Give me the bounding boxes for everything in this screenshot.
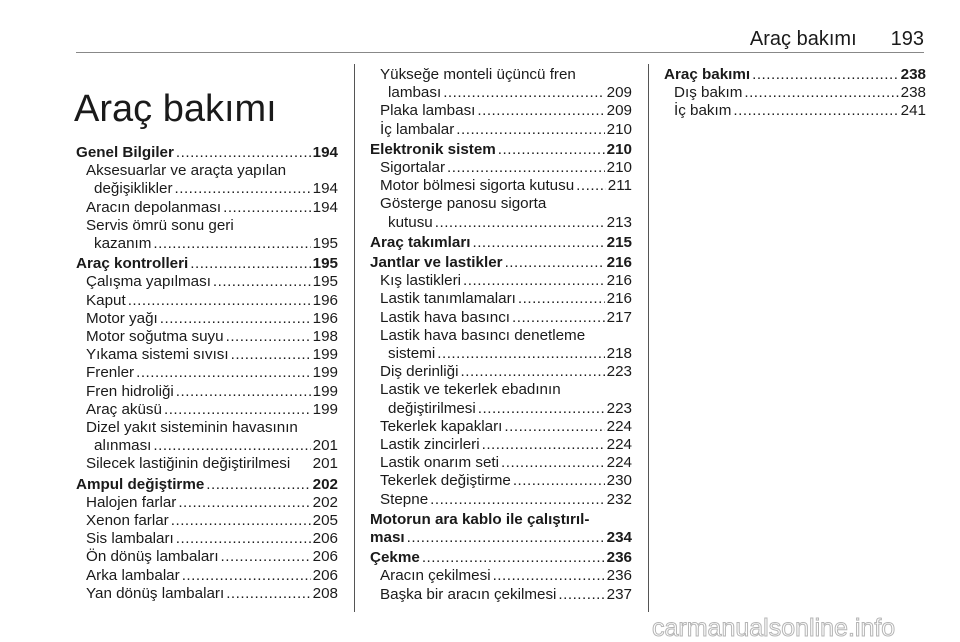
toc-entry-text: alınması	[94, 437, 152, 455]
toc-entry-text: Diş derinliği	[380, 363, 459, 381]
toc-entry-text: Çalışma yapılması	[86, 273, 211, 291]
dot-leader	[505, 254, 605, 272]
page-ref: 194	[312, 144, 338, 161]
dot-leader	[176, 144, 311, 162]
toc-section	[370, 66, 632, 139]
page-ref: 205	[312, 512, 338, 530]
dot-leader	[213, 273, 311, 291]
toc-entry[interactable]	[76, 401, 338, 419]
page-ref: 210	[606, 140, 632, 158]
dot-leader	[178, 494, 310, 512]
toc-entry-text: Kaput	[86, 291, 126, 309]
page-ref: 202	[312, 475, 338, 493]
page-ref: 196	[312, 291, 338, 309]
page-ref: 238	[900, 84, 926, 102]
page-ref: 232	[606, 490, 632, 508]
dot-leader	[477, 102, 604, 120]
page-title: Araç bakımı	[74, 88, 277, 131]
page-ref: 241	[900, 102, 926, 120]
page-ref: 224	[606, 436, 632, 454]
page-ref: 194	[312, 180, 338, 198]
section-heading-text: Motorun ara kablo ile çalıştırıl-	[370, 510, 590, 528]
toc-section	[370, 254, 632, 509]
dot-leader	[206, 476, 310, 494]
page-ref: 194	[312, 198, 338, 216]
page-ref: 195	[312, 273, 338, 291]
toc-entry-text: Başka bir aracın çekilmesi	[380, 585, 557, 603]
section-heading[interactable]	[370, 254, 632, 272]
toc-entry[interactable]	[76, 346, 338, 364]
running-header-title: Araç bakımı	[749, 28, 857, 50]
dot-leader	[493, 567, 605, 585]
toc-entry[interactable]	[76, 199, 338, 217]
page-ref: 211	[607, 177, 632, 195]
toc-entry[interactable]	[370, 121, 632, 139]
toc-entry[interactable]	[76, 310, 338, 328]
toc-entry[interactable]	[664, 84, 926, 102]
section-heading-text: Jantlar ve lastikler	[370, 254, 503, 272]
toc-entry[interactable]	[370, 567, 632, 585]
toc-entry-text: değişiklikler	[94, 180, 173, 198]
page-ref: 230	[606, 472, 632, 490]
section-heading[interactable]	[370, 141, 632, 159]
toc-column-2	[370, 66, 632, 605]
page-ref: 215	[606, 233, 632, 251]
toc-entry[interactable]	[370, 586, 632, 604]
toc-entry[interactable]	[370, 345, 632, 363]
toc-entry-text: Yükseğe monteli üçüncü fren	[380, 66, 576, 83]
toc-entry[interactable]	[370, 472, 632, 490]
page-ref: 206	[312, 530, 338, 548]
toc-entry[interactable]	[76, 273, 338, 291]
column-divider	[354, 64, 355, 612]
toc-entry[interactable]	[664, 102, 926, 120]
toc-entry[interactable]	[370, 309, 632, 327]
dot-leader	[153, 235, 310, 253]
dot-leader	[430, 491, 605, 509]
toc-entry-text: Fren hidroliği	[86, 382, 174, 400]
toc-entry-text: Yan dönüş lambaları	[86, 584, 225, 602]
toc-entry[interactable]	[76, 235, 338, 253]
page-ref: 218	[606, 345, 632, 363]
dot-leader	[461, 363, 605, 381]
section-heading-text: Araç bakımı	[664, 66, 751, 83]
dot-leader	[498, 141, 605, 159]
dot-leader	[447, 159, 605, 177]
watermark-logo	[652, 612, 952, 642]
dot-leader	[472, 234, 604, 252]
section-heading-text: ması	[370, 529, 405, 547]
toc-entry[interactable]	[76, 567, 338, 585]
toc-entry[interactable]	[76, 512, 338, 530]
toc-entry-text: Dış bakım	[674, 84, 743, 102]
page-ref: 210	[606, 159, 632, 177]
toc-entry-text: Motor yağı	[86, 309, 158, 327]
toc-entry-text: Dizel yakıt sisteminin havasının	[86, 419, 298, 437]
toc-entry-text: Stepne	[380, 490, 429, 508]
dot-leader	[422, 549, 605, 567]
dot-leader	[407, 529, 605, 547]
dot-leader	[182, 567, 311, 585]
toc-entry-text: İç bakım	[674, 102, 732, 120]
dot-leader	[171, 512, 311, 530]
toc-entry-text: Aracın çekilmesi	[380, 567, 491, 585]
section-heading[interactable]	[664, 66, 926, 84]
dot-leader	[733, 102, 898, 120]
toc-entry-text: Silecek lastiğinin değiştirilmesi	[86, 455, 291, 473]
toc-section	[370, 141, 632, 232]
toc-entry-text: Motor soğutma suyu	[86, 328, 224, 346]
svg-text:carmanualsonline.info: carmanualsonline.info	[652, 614, 896, 642]
page-ref: 196	[312, 309, 338, 327]
toc-entry-text: Yıkama sistemi sıvısı	[86, 346, 229, 364]
section-heading[interactable]	[76, 255, 338, 273]
section-heading[interactable]	[76, 144, 338, 162]
toc-entry-text: Xenon farlar	[86, 512, 169, 530]
header-rule	[76, 52, 924, 53]
section-heading-text: Araç takımları	[370, 233, 471, 251]
section-heading-text: Genel Bilgiler	[76, 144, 174, 161]
toc-entry[interactable]	[370, 159, 632, 177]
dot-leader	[128, 292, 311, 310]
toc-entry-text: Sis lambaları	[86, 530, 174, 548]
toc-section	[76, 476, 338, 603]
dot-leader	[501, 454, 605, 472]
toc-entry-text: Araç aküsü	[86, 400, 162, 418]
toc-entry-text: Sigortalar	[380, 159, 445, 177]
toc-entry-text: Frenler	[86, 364, 135, 382]
dot-leader	[478, 400, 605, 418]
page-ref: 216	[606, 272, 632, 290]
page-ref: 198	[312, 328, 338, 346]
toc-entry-text: Aracın depolanması	[86, 198, 222, 216]
page-ref: 199	[312, 364, 338, 382]
page-ref: 201	[312, 455, 338, 473]
dot-leader	[221, 548, 311, 566]
section-heading[interactable]	[370, 234, 632, 252]
toc-entry-text: Kış lastikleri	[380, 272, 462, 290]
toc-entry-text: Lastik onarım seti	[380, 454, 500, 472]
dot-leader	[504, 418, 604, 436]
page-ref: 206	[312, 566, 338, 584]
toc-entry-text: Halojen farlar	[86, 493, 177, 511]
toc-entry[interactable]	[370, 400, 632, 418]
dot-leader	[456, 121, 604, 139]
toc-entry[interactable]	[76, 494, 338, 512]
toc-entry-text: Plaka lambası	[380, 102, 476, 120]
toc-section	[76, 144, 338, 253]
page-ref: 224	[606, 417, 632, 435]
page-ref: 199	[312, 346, 338, 364]
dot-leader	[744, 84, 898, 102]
dot-leader	[518, 290, 605, 308]
toc-section	[370, 549, 632, 604]
page-ref: 199	[312, 382, 338, 400]
page-ref: 195	[312, 255, 338, 273]
section-heading[interactable]	[370, 529, 632, 547]
section-heading-text: Elektronik sistem	[370, 140, 496, 158]
toc-section	[664, 66, 926, 121]
page-ref: 237	[606, 585, 632, 603]
page-ref: 202	[312, 493, 338, 511]
dot-leader	[482, 436, 605, 454]
page-ref: 209	[606, 102, 632, 120]
toc-entry-text: Ön dönüş lambaları	[86, 548, 219, 566]
toc-entry-text: Aksesuarlar ve araçta yapılan	[86, 162, 287, 180]
dot-leader	[558, 586, 604, 604]
page-ref: 216	[606, 254, 632, 272]
section-heading[interactable]	[370, 549, 632, 567]
page-ref: 206	[312, 548, 338, 566]
toc-entry[interactable]	[76, 530, 338, 548]
toc-entry[interactable]	[370, 363, 632, 381]
toc-column-3	[664, 66, 926, 122]
page-ref: 223	[606, 363, 632, 381]
toc-entry[interactable]	[76, 455, 338, 473]
dot-leader	[463, 272, 605, 290]
page-ref: 217	[606, 308, 632, 326]
dot-leader	[437, 345, 604, 363]
toc-entry[interactable]	[370, 418, 632, 436]
page-ref: 223	[606, 399, 632, 417]
toc-entry[interactable]	[370, 491, 632, 509]
page-ref: 208	[312, 584, 338, 602]
toc-section	[76, 255, 338, 473]
page-ref: 238	[900, 66, 926, 83]
toc-entry-text: Lastik hava basıncı denetleme	[380, 326, 586, 344]
dot-leader	[226, 585, 310, 603]
toc-column-1	[76, 144, 338, 605]
page-ref: 195	[312, 235, 338, 253]
dot-leader	[176, 530, 311, 548]
page-ref: 210	[606, 120, 632, 138]
toc-entry[interactable]	[370, 214, 632, 232]
toc-entry-text: kutusu	[388, 213, 433, 231]
toc-entry[interactable]	[370, 272, 632, 290]
toc-entry[interactable]	[76, 292, 338, 310]
toc-section	[370, 511, 632, 547]
toc-entry-text: değiştirilmesi	[388, 399, 476, 417]
toc-entry[interactable]	[370, 454, 632, 472]
toc-entry-text: Tekerlek değiştirme	[380, 472, 511, 490]
section-heading-text: Çekme	[370, 549, 420, 567]
dot-leader	[176, 383, 311, 401]
toc-entry-text: Tekerlek kapakları	[380, 417, 503, 435]
toc-entry[interactable]	[76, 180, 338, 198]
toc-entry-text: sistemi	[388, 345, 436, 363]
toc-entry[interactable]	[76, 364, 338, 382]
dot-leader	[175, 180, 311, 198]
toc-entry[interactable]	[76, 328, 338, 346]
page-number: 193	[890, 28, 924, 50]
page-ref: 236	[606, 567, 632, 585]
dot-leader	[752, 66, 899, 84]
page-ref: 224	[606, 454, 632, 472]
dot-leader	[226, 328, 311, 346]
toc-entry[interactable]	[370, 102, 632, 120]
running-header	[76, 28, 924, 50]
page-ref: 236	[606, 549, 632, 567]
dot-leader	[190, 255, 310, 273]
toc-entry[interactable]	[76, 585, 338, 603]
dot-leader	[136, 364, 311, 382]
toc-entry-text: Lastik zincirleri	[380, 436, 480, 454]
section-heading-text: Araç kontrolleri	[76, 255, 189, 273]
toc-entry-text: Lastik hava basıncı	[380, 308, 511, 326]
toc-entry[interactable]	[370, 436, 632, 454]
toc-entry-text: Arka lambalar	[86, 566, 180, 584]
toc-entry[interactable]	[370, 177, 632, 195]
toc-entry-text: Gösterge panosu sigorta	[380, 195, 547, 213]
dot-leader	[435, 214, 605, 232]
page-ref: 201	[312, 437, 338, 455]
page-ref: 199	[312, 400, 338, 418]
dot-leader	[231, 346, 311, 364]
toc-entry-text: Lastik ve tekerlek ebadının	[380, 381, 561, 399]
page-ref: 209	[606, 84, 632, 102]
toc-section	[370, 234, 632, 252]
dot-leader	[512, 309, 605, 327]
toc-entry[interactable]	[370, 290, 632, 308]
section-heading-text: Ampul değiştirme	[76, 475, 205, 493]
dot-leader	[164, 401, 311, 419]
toc-entry[interactable]	[76, 548, 338, 566]
toc-entry[interactable]	[370, 84, 632, 102]
dot-leader	[576, 177, 606, 195]
page-ref: 216	[606, 290, 632, 308]
dot-leader	[443, 84, 604, 102]
dot-leader	[153, 437, 310, 455]
toc-entry[interactable]	[76, 383, 338, 401]
column-divider	[648, 64, 649, 612]
page-ref: 234	[606, 529, 632, 547]
toc-entry-text: Lastik tanımlamaları	[380, 290, 516, 308]
dot-leader	[513, 472, 605, 490]
dot-leader	[223, 199, 311, 217]
toc-entry-text: kazanım	[94, 235, 152, 253]
toc-entry-text: Motor bölmesi sigorta kutusu	[380, 177, 575, 195]
toc-entry-text: lambası	[388, 84, 442, 102]
toc-entry-text: İç lambalar	[380, 120, 455, 138]
page-ref: 213	[606, 213, 632, 231]
section-heading[interactable]	[76, 476, 338, 494]
toc-entry[interactable]	[76, 437, 338, 455]
toc-entry-text: Servis ömrü sonu geri	[86, 216, 234, 234]
dot-leader	[160, 310, 311, 328]
